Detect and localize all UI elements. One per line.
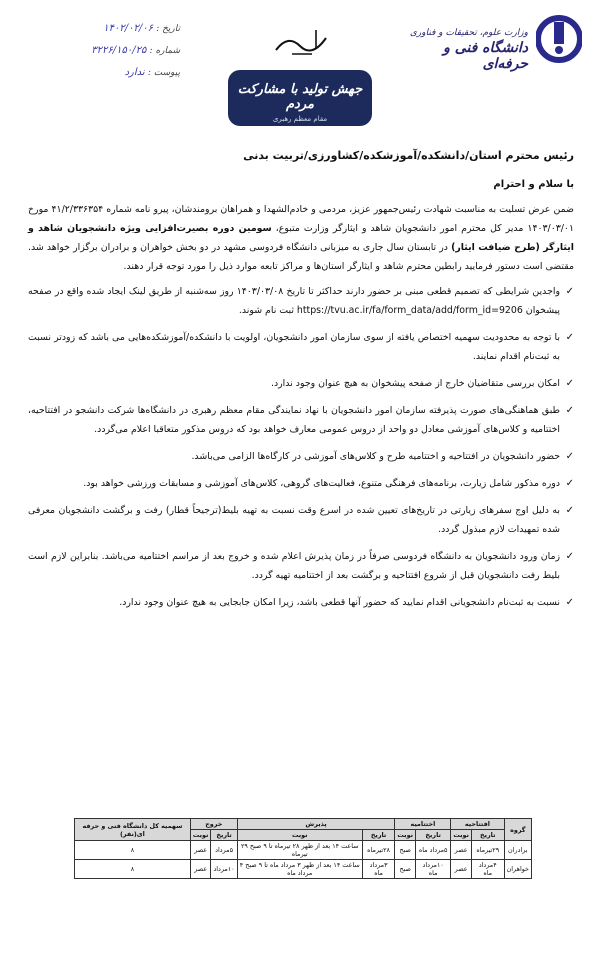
- letterhead: [0, 0, 594, 140]
- list-item: ✓ به دلیل اوج سفرهای زیارتی در تاریخ‌های تعیین شده در اسرع وقت نسبت به تهیه بلیط(ترجیحاً قطار) رفت و برگشت دانشجویان معرفی شده تمهیدات لازم مبذول گردد.: [28, 501, 574, 539]
- addressee: رئیس محترم استان/دانشکده/آموزشکده/کشاورزی/تربیت بدنی: [243, 149, 574, 162]
- list-item: ✓ با توجه به محدودیت سهمیه اختصاص یافته از سوی سازمان امور دانشجویان، اولویت با دانشکده/آموزشکده‌هایی می باشد که زودتر نسبت به ثبت‌نام اقدام نمایند.: [28, 328, 574, 366]
- number-line: شماره : ۳۲۲۶/۱۵۰/۲۵: [91, 45, 180, 56]
- schedule-table: [74, 818, 532, 879]
- ministry-name: وزارت علوم، تحقیقات و فناوری: [409, 28, 528, 38]
- checkmark-icon: ✓: [565, 551, 574, 562]
- col-quota: سهمیه کل دانشگاه فنی و حرفه ای(نفر): [75, 819, 191, 841]
- col-exit: خروج: [190, 819, 237, 830]
- conditions-list: [28, 282, 574, 612]
- col-opening: افتتاحیه: [451, 819, 504, 830]
- checkmark-icon: ✓: [565, 286, 574, 297]
- attachment-line: پیوست : ندارد: [124, 67, 180, 78]
- col-closing: اختتامیه: [395, 819, 451, 830]
- registration-link[interactable]: https://tvu.ac.ir/fa/form_data/add/form_id=9206: [296, 305, 523, 316]
- slogan-banner: [228, 70, 372, 126]
- list-item: ✓ امکان بررسی متقاضیان خارج از صفحه پیشخوان به هیچ عنوان وجود ندارد.: [28, 374, 574, 393]
- program-title: سومین دوره بصیرت‌افزایی ویژه دانشجویان شاهد و ایثارگر (طرح ضیافت ایثار): [28, 223, 574, 253]
- slogan-subtitle: مقام معظم رهبری: [272, 115, 328, 123]
- checkmark-icon: ✓: [565, 451, 574, 462]
- letter-meta: [20, 18, 180, 84]
- checkmark-icon: ✓: [565, 597, 574, 608]
- university-logo-icon: [536, 14, 582, 64]
- letter-body: [28, 146, 574, 620]
- greeting: با سلام و احترام: [493, 179, 574, 190]
- col-reception: پذیرش: [237, 819, 395, 830]
- date-line: تاریخ : ۱۴۰۲/۰۲/۰۶: [103, 23, 180, 34]
- list-item: ✓ طبق هماهنگی‌های صورت پذیرفته سازمان امور دانشجویان با نهاد نمایندگی مقام معظم رهبری در دانشگاه‌ها شرکت دانشجو در افتتاحیه، اختتامیه و کلاس‌های آموزشی معادل دو واحد از دروس عمومی معارف خواهد بود که دروس مذکور متعاقبا اعلام می‌گردد.: [28, 401, 574, 439]
- university-name: دانشگاه فنی و حرفه‌ای: [443, 40, 528, 72]
- attachment-value: ندارد: [124, 67, 145, 78]
- col-group: گروه: [504, 819, 531, 841]
- checkmark-icon: ✓: [565, 332, 574, 343]
- checkmark-icon: ✓: [565, 478, 574, 489]
- table-row: برادران ۲۹تیرماه عصر ۵مرداد ماه صبح ۲۸تیرماه ساعت ۱۴ بعد از ظهر ۲۸ تیرماه تا ۹ صبح ۲۹ تیرماه ۵مرداد عصر ۸: [75, 841, 532, 860]
- list-item: ✓ نسبت به ثبت‌نام دانشجویانی اقدام نمایید که حضور آنها قطعی باشد، زیرا امکان جابجایی به هیچ عنوان وجود ندارد.: [28, 593, 574, 612]
- table-row: خواهران ۴مرداد ماه عصر ۱۰مرداد ماه صبح ۳مرداد ماه ساعت ۱۴ بعد از ظهر ۳ مرداد ماه تا ۹ صبح ۴ مرداد ماه ۱۰مرداد عصر ۸: [75, 860, 532, 879]
- slogan-title: جهش تولید با مشارکت مردم: [237, 82, 363, 112]
- table-header-row: [75, 819, 532, 830]
- table-subheader-row: تاریخ نوبت تاریخ نوبت تاریخ نوبت تاریخ نوبت: [75, 830, 532, 841]
- intro-paragraph: ضمن عرض تسلیت به مناسبت شهادت رئیس‌جمهور عزیز، مردمی و خادم‌الشهدا و همراهان برومندشان، پیرو نامه شماره ۴۱/۲/۳۳۶۳۵۴ مورخ ۱۴۰۳/۰۳/۰۱ مدیر کل محترم امور دانشجویان شاهد و ایثارگر وزارت متبوع، سومین دوره بصیرت‌افزایی ویژه دانشجویان شاهد و ایثارگر (طرح ضیافت ایثار) در تابستان سال جاری به میزبانی دانشگاه فردوسی مشهد در دو بخش خواهران و برادران برگزار خواهد شد. مقتضی است دستور فرمایید رابطین محترم شاهد و ایثارگر استان‌ها و مراکز تابعه موارد ذیل را مورد توجه قرار دهند.: [28, 204, 575, 272]
- date-value: ۱۴۰۲/۰۲/۰۶: [103, 23, 153, 34]
- number-value: ۳۲۲۶/۱۵۰/۲۵: [91, 45, 147, 56]
- list-item: ✓ حضور دانشجویان در افتتاحیه و اختتامیه طرح و کلاس‌های آموزشی در کارگاه‌ها الزامی می‌باشد.: [28, 447, 574, 466]
- list-item: ✓ زمان ورود دانشجویان به دانشگاه فردوسی صرفاً در زمان پذیرش اعلام شده و خروج بعد از مراسم اختتامیه می‌باشد. بنابراین لازم است بلیط رفت دانشجویان قبل از شروع افتتاحیه و برگشت بعد از اختتامیه تهیه گردد.: [28, 547, 574, 585]
- checkmark-icon: ✓: [565, 405, 574, 416]
- checkmark-icon: ✓: [565, 505, 574, 516]
- checkmark-icon: ✓: [565, 378, 574, 389]
- organization-name: [398, 28, 528, 72]
- list-item: ✓ دوره مذکور شامل زیارت، برنامه‌های فرهنگی متنوع، فعالیت‌های گروهی، کلاس‌های آموزشی و مسابقات ورزشی خواهد بود.: [28, 474, 574, 493]
- list-item: ✓ واجدین شرایطی که تصمیم قطعی مبنی بر حضور دارند حداکثر تا تاریخ ۱۴۰۳/۰۳/۰۸ روز سه‌شنبه از طریق لینک ایجاد شده واقع در صفحه پیشخوان https://tvu.ac.ir/fa/form_data/add/form_id=9206 ثبت نام شوند.: [28, 282, 574, 320]
- basmala-calligraphy: [272, 24, 332, 60]
